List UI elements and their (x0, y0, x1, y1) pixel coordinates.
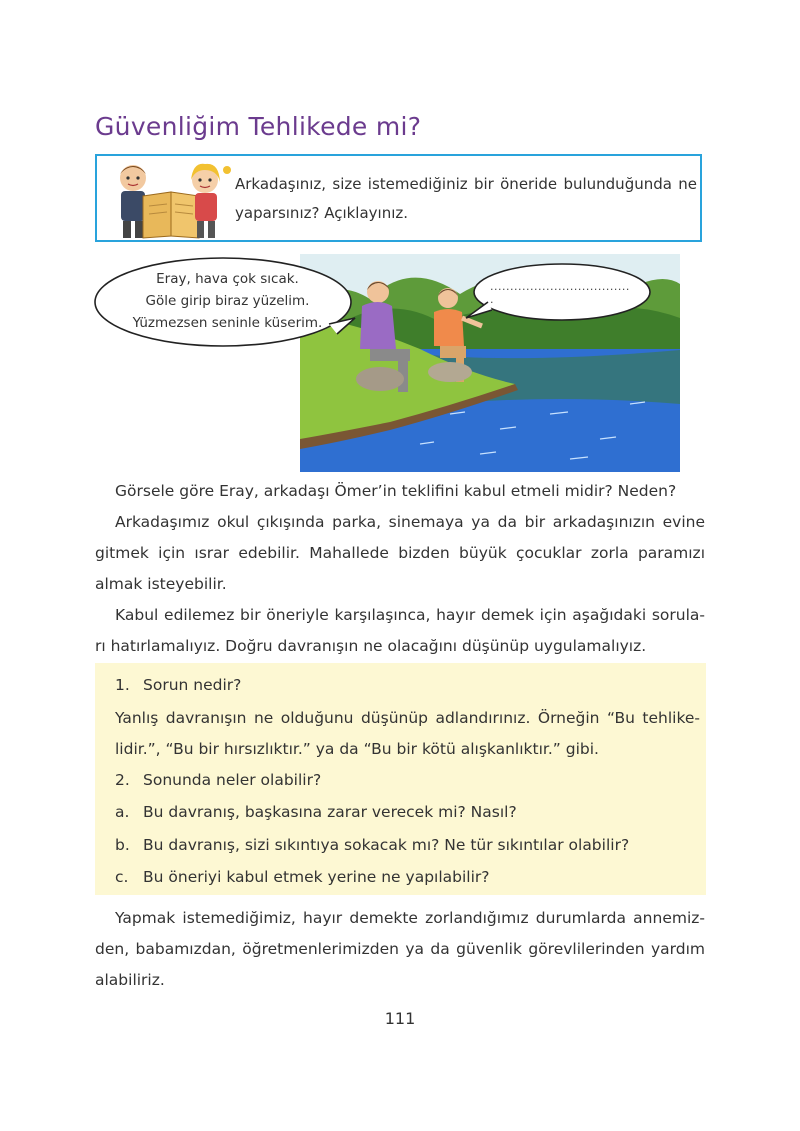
step-1-text: Sorun nedir? (143, 676, 242, 694)
speech-bubble-left-text (115, 268, 340, 334)
bubble-line-1: Eray, hava çok sıcak. (156, 271, 299, 287)
step-2-number: 2. (115, 771, 130, 789)
step-2a-text: Bu davranış, başkasına zarar verecek mi? Nasıl? (143, 803, 517, 821)
step-1-description: Yanlış davranışın ne olduğunu düşünüp adlandırınız. Örneğin “Bu tehlike- lidir.”, “Bu bir hırsızlıktır.” ya da “Bu bir kötü alışkanlıktır.” gibi. (115, 709, 700, 758)
bubble-line-2: Göle girip biraz yüzelim. (145, 293, 310, 309)
intro-box (95, 154, 702, 242)
step-2b (115, 830, 629, 861)
step-2-text: Sonunda neler olabilir? (143, 771, 322, 789)
page-number: 111 (384, 1009, 416, 1028)
paragraph-context: Arkadaşımız okul çıkışında parka, sinemaya ya da bir arkadaşınızın evine gitmek için ısrar edebilir. Mahallede bizden büyük çocuklar zorla paramızı almak isteyebilir. (95, 513, 705, 593)
page-title: Güvenliğim Tehlikede mi? (95, 112, 422, 141)
step-2c (115, 862, 490, 893)
step-2 (115, 765, 321, 796)
speech-bubble-right-blank: ................................... . (490, 280, 630, 306)
step-2a (115, 797, 517, 828)
paragraph-closing: Yapmak istemediğimiz, hayır demekte zorlandığımız durumlarda annemiz- den, babamızdan, öğretmenlerimizden ya da güvenlik görevlilerinden yardım alabiliriz. (95, 909, 705, 989)
step-2c-letter: c. (115, 868, 129, 886)
step-1-number: 1. (115, 676, 130, 694)
step-2a-letter: a. (115, 803, 130, 821)
paragraph-question: Görsele göre Eray, arkadaşı Ömer’in teklifini kabul etmeli midir? Neden? (115, 482, 677, 500)
step-2b-text: Bu davranış, sizi sıkıntıya sokacak mı? Ne tür sıkıntılar olabilir? (143, 836, 630, 854)
step-2b-letter: b. (115, 836, 130, 854)
bubble-line-3: Yüzmezsen seninle küserim. (132, 315, 323, 331)
step-2c-text: Bu öneriyi kabul etmek yerine ne yapılabilir? (143, 868, 490, 886)
step-1 (115, 670, 241, 701)
children-reading-illustration (101, 158, 241, 240)
intro-question: Arkadaşınız, size istemediğiniz bir öneride bulunduğunda ne yaparsınız? Açıklayınız. (235, 175, 697, 222)
paragraph-instruction: Kabul edilemez bir öneriyle karşılaşınca, hayır demek için aşağıdaki sorula- rı hatırlamalıyız. Doğru davranışın ne olacağını düşünüp uygulamalıyız. (95, 606, 705, 655)
